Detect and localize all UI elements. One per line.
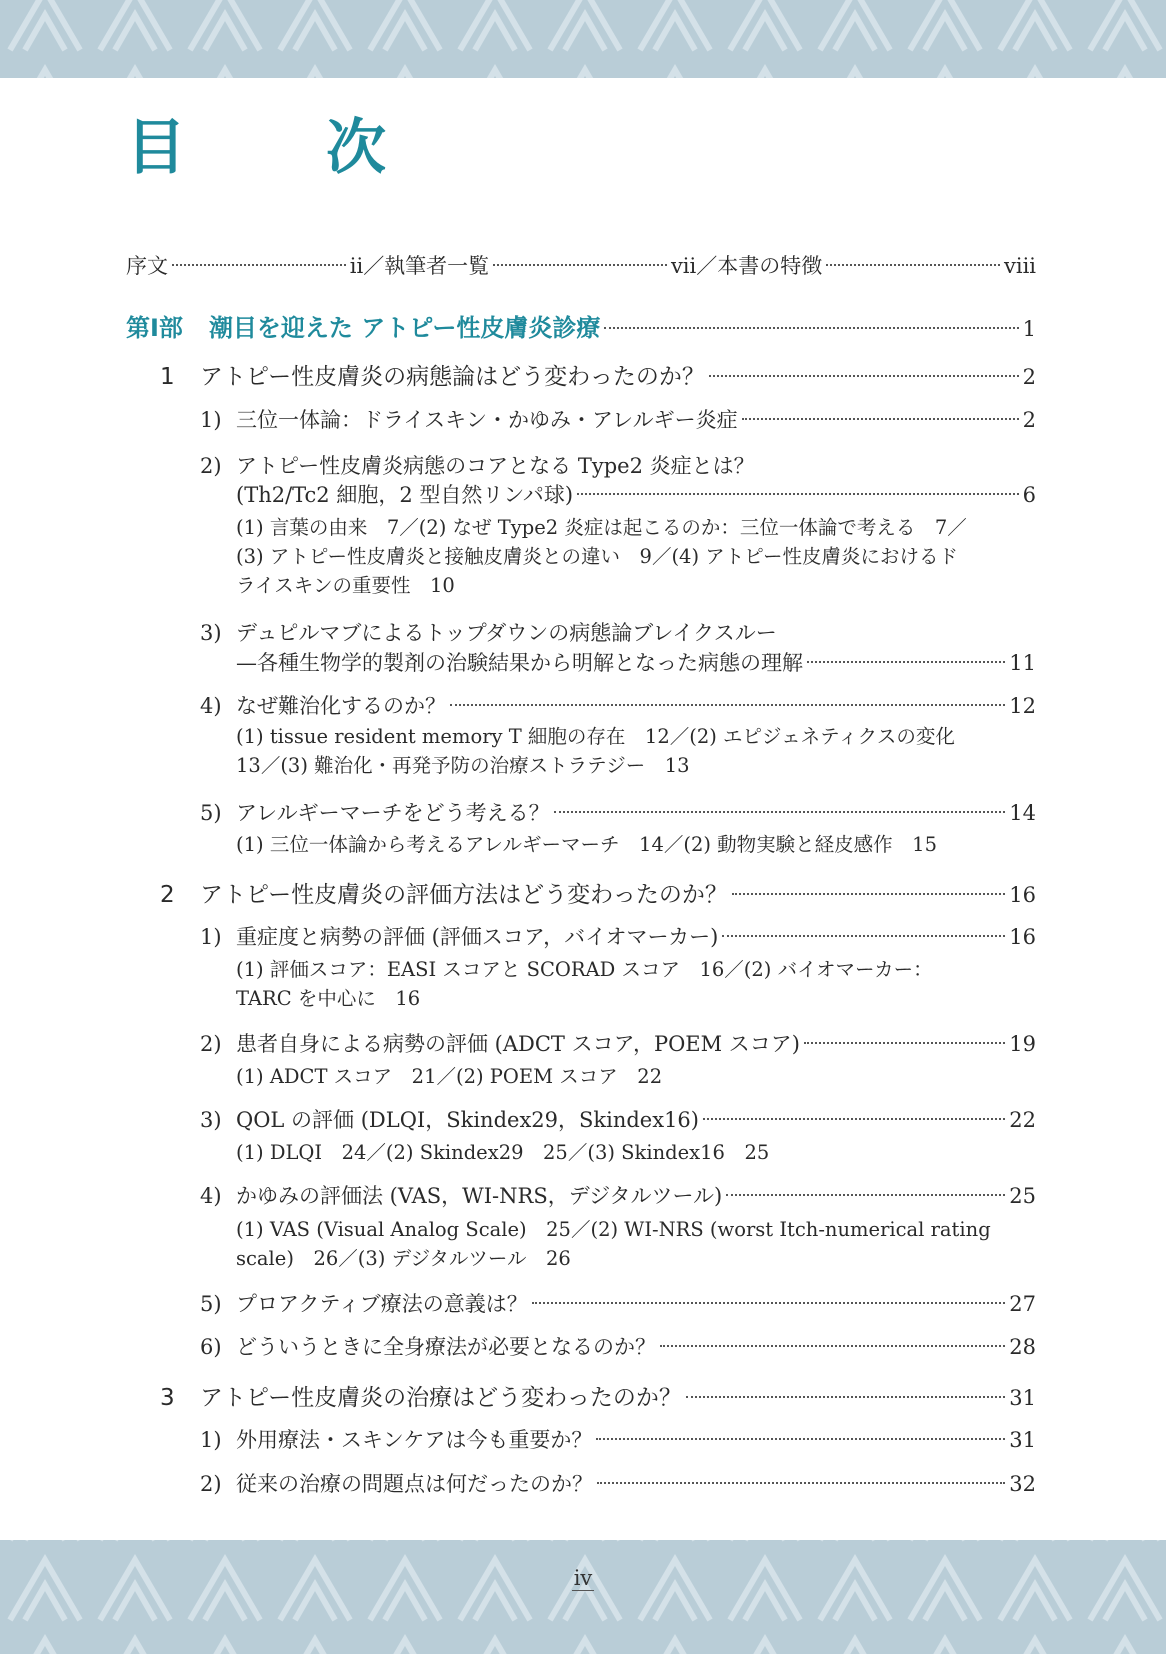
decorative-pattern	[0, 0, 1166, 78]
chapter-1	[160, 358, 1036, 391]
subsections-1-2	[236, 513, 967, 600]
section-number: 3)	[200, 1108, 222, 1132]
leader-dots	[686, 1396, 1005, 1398]
leader-dots	[742, 418, 1019, 420]
leader-dots	[726, 1194, 1005, 1196]
section-page: 31	[1009, 1428, 1036, 1452]
section-title: 三位一体論：ドライスキン・かゆみ・アレルギー炎症	[236, 408, 738, 432]
section-page: 6	[1022, 483, 1036, 507]
section-number: 2)	[200, 454, 222, 478]
section-page: 11	[1009, 651, 1036, 675]
leader-dots	[826, 264, 1000, 266]
leader-dots	[807, 661, 1005, 663]
section-title: デュピルマブによるトップダウンの病態論ブレイクスルー	[236, 621, 777, 645]
section-2-4	[200, 1180, 1036, 1210]
section-number: 1)	[200, 925, 222, 949]
section-1-1	[200, 404, 1036, 434]
subsection-line: ライスキンの重要性 10	[236, 574, 455, 597]
page-number	[0, 1566, 1166, 1590]
section-number: 6)	[200, 1335, 222, 1359]
preface-page: ii	[349, 254, 364, 278]
subsection-line: scale) 26／(3) デジタルツール 26	[236, 1247, 571, 1270]
authors-page: vii	[670, 254, 697, 278]
section-number: 2)	[200, 1032, 222, 1056]
part-title: 潮目を迎えた アトピー性皮膚炎診療	[208, 314, 601, 342]
section-number: 5)	[200, 1292, 222, 1316]
decorative-pattern	[0, 1540, 1166, 1654]
section-1-5	[200, 797, 1036, 827]
leader-dots	[660, 1345, 1005, 1347]
chapter-title: アトピー性皮膚炎の評価方法はどう変わったのか？	[200, 882, 728, 908]
preface-row	[126, 250, 1036, 280]
chapter-number: 1	[160, 364, 175, 390]
section-title: なぜ難治化するのか？	[236, 694, 446, 718]
subsections-1-5	[236, 830, 937, 859]
subsections-2-1	[236, 955, 933, 1013]
section-page: 28	[1009, 1335, 1036, 1359]
separator: ／	[696, 254, 718, 278]
section-title: 重症度と病勢の評価 (評価スコア，バイオマーカー)	[236, 925, 719, 949]
subsection-line: (1) 言葉の由来 7／(2) なぜ Type2 炎症は起こるのか：三位一体論で考える 7／	[236, 516, 967, 539]
section-1-4	[200, 690, 1036, 720]
chapter-2	[160, 876, 1036, 909]
section-2-3	[200, 1104, 1036, 1134]
section-page: 12	[1009, 694, 1036, 718]
section-page: 14	[1009, 801, 1036, 825]
authors-label: 執筆者一覧	[384, 254, 490, 278]
leader-dots	[450, 704, 1005, 706]
section-page: 19	[1009, 1032, 1036, 1056]
page-title: 目 次	[126, 113, 426, 183]
chapter-title: アトピー性皮膚炎の病態論はどう変わったのか？	[200, 364, 705, 390]
section-number: 4)	[200, 1184, 222, 1208]
chapter-page: 2	[1022, 365, 1036, 389]
section-1-2-cont	[236, 479, 1036, 509]
section-title: 患者自身による病勢の評価 (ADCT スコア，POEM スコア)	[236, 1032, 800, 1056]
section-page: 27	[1009, 1292, 1036, 1316]
subsection-line: (1) 評価スコア：EASI スコアと SCORAD スコア 16／(2) バイオマーカー：	[236, 958, 933, 981]
subsections-2-4	[236, 1215, 991, 1273]
section-title: どういうときに全身療法が必要となるのか？	[236, 1335, 656, 1359]
subsection-line: (1) ADCT スコア 21／(2) POEM スコア 22	[236, 1065, 663, 1088]
features-label: 本書の特徴	[717, 254, 823, 278]
section-3-2	[200, 1468, 1036, 1498]
leader-dots	[722, 935, 1005, 937]
subsection-line: 13／(3) 難治化・再発予防の治療ストラテジー 13	[236, 754, 690, 777]
subsection-line: (1) 三位一体論から考えるアレルギーマーチ 14／(2) 動物実験と経皮感作 15	[236, 833, 937, 856]
subsection-line: (1) tissue resident memory T 細胞の存在 12／(2) エピジェネティクスの変化	[236, 725, 955, 748]
leader-dots	[532, 1302, 1006, 1304]
top-pattern-band	[0, 0, 1166, 78]
section-number: 2)	[200, 1472, 222, 1496]
subsections-2-3	[236, 1138, 769, 1167]
chapter-page: 16	[1009, 883, 1036, 907]
subsections-1-4	[236, 722, 955, 780]
leader-dots	[732, 893, 1005, 895]
section-page: 25	[1009, 1184, 1036, 1208]
section-1-3-cont	[236, 647, 1036, 677]
leader-dots	[596, 1438, 1005, 1440]
section-title: 従来の治療の問題点は何だったのか？	[236, 1472, 593, 1496]
page-number-text: iv	[573, 1566, 593, 1590]
section-title: アトピー性皮膚炎病態のコアとなる Type2 炎症とは？	[236, 454, 755, 478]
leader-dots	[597, 1482, 1005, 1484]
leader-dots	[577, 493, 1019, 495]
section-2-5	[200, 1288, 1036, 1318]
chapter-3	[160, 1379, 1036, 1412]
section-title: プロアクティブ療法の意義は？	[236, 1292, 528, 1316]
part-label: 第Ⅰ部	[126, 314, 183, 342]
chapter-number: 2	[160, 882, 175, 908]
section-title: アレルギーマーチをどう考える？	[236, 801, 550, 825]
section-number: 5)	[200, 801, 222, 825]
chapter-number: 3	[160, 1385, 175, 1411]
section-number: 3)	[200, 621, 222, 645]
section-page: 32	[1009, 1472, 1036, 1496]
leader-dots	[172, 264, 346, 266]
section-1-3	[200, 617, 1036, 647]
section-number: 4)	[200, 694, 222, 718]
section-2-6	[200, 1331, 1036, 1361]
section-page: 22	[1009, 1108, 1036, 1132]
leader-dots	[554, 811, 1006, 813]
leader-dots	[493, 264, 667, 266]
bottom-pattern-band	[0, 1540, 1166, 1654]
section-number: 1)	[200, 1428, 222, 1452]
subsection-line: (1) DLQI 24／(2) Skindex29 25／(3) Skindex16 25	[236, 1141, 770, 1164]
section-title: かゆみの評価法 (VAS，WI-NRS，デジタルツール)	[236, 1184, 723, 1208]
subsection-line: TARC を中心に 16	[236, 987, 421, 1010]
part-page: 1	[1022, 317, 1036, 341]
section-2-2	[200, 1028, 1036, 1058]
subsection-line: (1) VAS (Visual Analog Scale) 25／(2) WI-NRS (worst Itch-numerical rating	[236, 1218, 991, 1241]
leader-dots	[709, 375, 1019, 377]
section-title: 外用療法・スキンケアは今も重要か？	[236, 1428, 593, 1452]
chapter-page: 31	[1009, 1386, 1036, 1410]
section-title-cont: (Th2/Tc2 細胞，2 型自然リンパ球)	[236, 483, 574, 507]
leader-dots	[703, 1118, 1005, 1120]
section-title-cont: —各種生物学的製剤の治験結果から明解となった病態の理解	[236, 651, 803, 675]
section-title: QOL の評価 (DLQI，Skindex29，Skindex16)	[236, 1108, 699, 1132]
separator: ／	[363, 254, 385, 278]
section-page: 2	[1022, 408, 1036, 432]
preface-label: 序文	[126, 254, 168, 278]
section-page: 16	[1009, 925, 1036, 949]
section-1-2	[200, 450, 1036, 480]
leader-dots	[804, 1042, 1005, 1044]
leader-dots	[604, 327, 1018, 329]
section-3-1	[200, 1424, 1036, 1454]
section-number: 1)	[200, 408, 222, 432]
chapter-title: アトピー性皮膚炎の治療はどう変わったのか？	[200, 1385, 682, 1411]
part-heading	[126, 308, 1036, 343]
features-page: viii	[1003, 254, 1036, 278]
section-2-1	[200, 921, 1036, 951]
subsection-line: (3) アトピー性皮膚炎と接触皮膚炎との違い 9／(4) アトピー性皮膚炎におけるド	[236, 545, 958, 568]
subsections-2-2	[236, 1062, 662, 1091]
